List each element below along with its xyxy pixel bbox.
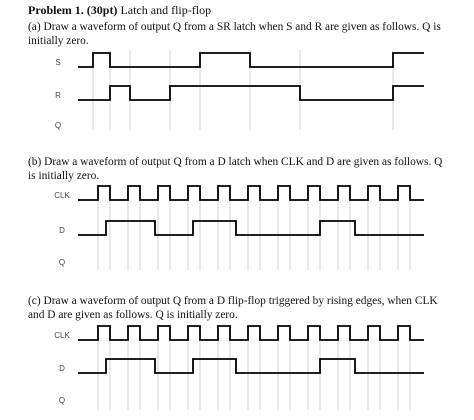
answer-area-c-q[interactable]: [78, 384, 424, 404]
d-flip-flop-timing-diagram: [0, 321, 474, 415]
problem-subtitle: Latch and flip-flop: [120, 3, 212, 17]
signal-label-b-clk: CLK: [54, 191, 70, 200]
signal-label-b-q: Q: [58, 258, 66, 267]
problem-a-text: (a) Draw a waveform of output Q from a SR latch when S and R are given as follows. Q is initially zero.: [28, 21, 441, 47]
waveform-a-r: [78, 86, 424, 100]
signal-label-a-s: S: [55, 58, 61, 67]
waveform-c-d: [78, 359, 424, 373]
signal-label-c-clk: CLK: [54, 331, 70, 340]
waveform-c-clk: [78, 326, 424, 340]
signal-label-c-q: Q: [58, 396, 66, 405]
waveform-b-clk: [78, 186, 424, 200]
signal-label-b-d: D: [59, 226, 65, 235]
signal-label-a-r: R: [55, 91, 61, 100]
problem-c-text: (c) Draw a waveform of output Q from a D flip-flop triggered by rising edges, when CLK and D are given as follows. Q is initially zero.: [28, 295, 438, 321]
d-latch-timing-diagram: [0, 182, 474, 274]
problem-b-text: (b) Draw a waveform of output Q from a D latch when CLK and D are given as follows. Q is initially zero.: [28, 156, 443, 182]
answer-area-a-q[interactable]: [78, 109, 424, 129]
signal-label-a-q: Q: [54, 121, 62, 130]
problem-title: [28, 3, 211, 18]
problem-heading: Problem 1. (30pt): [28, 3, 118, 17]
waveform-b-d: [78, 221, 424, 235]
sr-latch-timing-diagram: [0, 45, 474, 135]
signal-label-c-d: D: [59, 364, 65, 373]
answer-area-b-q[interactable]: [78, 246, 424, 266]
